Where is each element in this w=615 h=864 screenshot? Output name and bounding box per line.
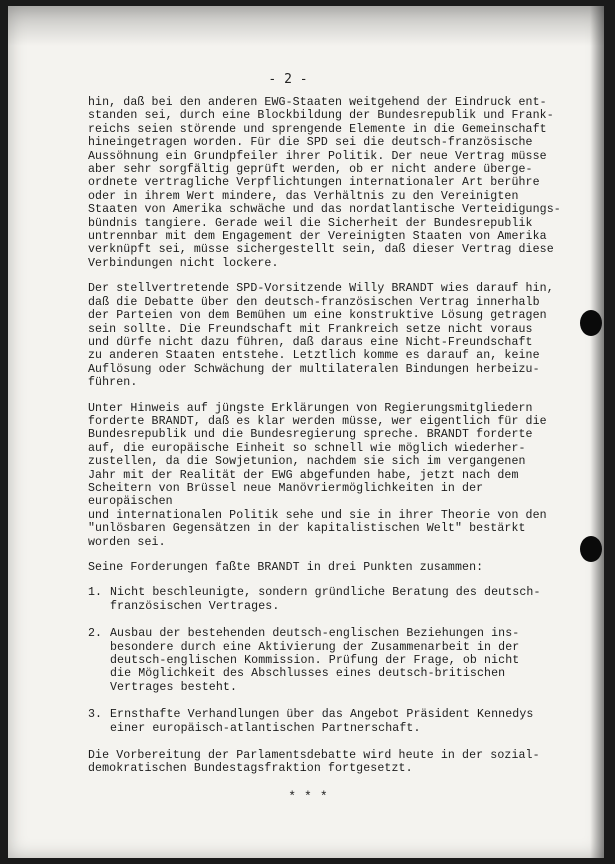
paragraph: Der stellvertretende SPD-Vorsitzende Willy BRANDT wies darauf hin, daß die Debatte über den deutsch-französischen Vertrag innerhalb der Parteien von dem Bemühen um eine konstruktive Lösung getragen sein sollte. Die Freundschaft mit Frankreich setze nicht voraus und dürfe nicht dazu führen, daß daraus eine Nicht-Freundschaft zu anderen Staaten entstehe. Letztlich komme es darauf an, keine Auflösung oder Schwächung der multilateralen Bindungen herbeizu- führen. [88, 282, 554, 390]
demands-list [88, 586, 568, 735]
closing-paragraph: Die Vorbereitung der Parlamentsdebatte wird heute in der sozial- demokratischen Bundestagsfraktion fortgesetzt. [88, 749, 540, 776]
paragraph: Seine Forderungen faßte BRANDT in drei Punkten zusammen: [88, 561, 484, 574]
document-body [88, 96, 568, 803]
section-separator: * * * [288, 788, 328, 804]
list-item [88, 586, 568, 613]
paragraph: hin, daß bei den anderen EWG-Staaten weitgehend der Eindruck ent- standen sei, durch eine Blockbildung der Bundesrepublik und Frank- reichs seien störende und sprengende Elemente in die Gemeinschaft hineingetragen worden. Für die SPD sei die deutsch-französische Aussöhnung ein Grundpfeiler ihrer Politik. Der neue Vertrag müsse aber sehr sorgfältig geprüft werden, ob er nicht andere überge- ordnete vertragliche Verpflichtungen internationaler Art berühre oder in ihrem Wert mindere, das Verhältnis zu den Vereinigten Staaten von Amerika schwäche und das nordatlantische Verteidigungs- bündnis tangiere. Gerade weil die Sicherheit der Bundesrepublik untrennbar mit dem Engagement der Vereinigten Staaten von Amerika verknüpft sei, müsse sichergestellt sein, daß dieser Vertrag diese Verbindungen nicht lockere. [88, 96, 561, 270]
scan-edge-shadow [8, 6, 604, 46]
list-item-number: 2. [88, 627, 103, 641]
list-item-number: 1. [88, 586, 103, 600]
page-number: - 2 - [268, 72, 308, 87]
list-item-text: Nicht beschleunigte, sondern gründliche Beratung des deutsch- französischen Vertrages. [110, 586, 541, 613]
scan-edge-shadow-right [590, 6, 604, 858]
punch-hole-icon [580, 310, 602, 336]
list-item-text: Ernsthafte Verhandlungen über das Angebot Präsident Kennedys einer europäisch-atlantischen Partnerschaft. [110, 708, 534, 735]
list-item-number: 3. [88, 708, 103, 722]
punch-hole-icon [580, 536, 602, 562]
document-page [8, 6, 604, 858]
paragraph: Unter Hinweis auf jüngste Erklärungen von Regierungsmitgliedern forderte BRANDT, daß es klar werden müsse, wer eigentlich für die Bundesrepublik und die Bundesregierung spreche. BRANDT forderte auf, die europäische Einheit so schnell wie möglich wiederher- zustellen, da die Sowjetunion, nachdem sie sich im vergangenen Jahr mit der Realität der EWG abgefunden habe, jetzt nach dem Scheitern von Brüssel neue Manövriermöglichkeiten in der europäischen und internationalen Politik sehe und sie in ihrer Theorie von den "unlösbaren Gegensätzen in der kapitalistischen Welt" bestärkt worden sei. [88, 401, 547, 549]
list-item-text: Ausbau der bestehenden deutsch-englischen Beziehungen ins- besondere durch eine Aktivierung der Zusammenarbeit in der deutsch-englischen Kommission. Prüfung der Frage, ob nicht die Möglichkeit des Abschlusses eines deutsch-britischen Vertrages besteht. [110, 627, 520, 694]
list-item [88, 708, 568, 735]
list-item [88, 627, 568, 694]
